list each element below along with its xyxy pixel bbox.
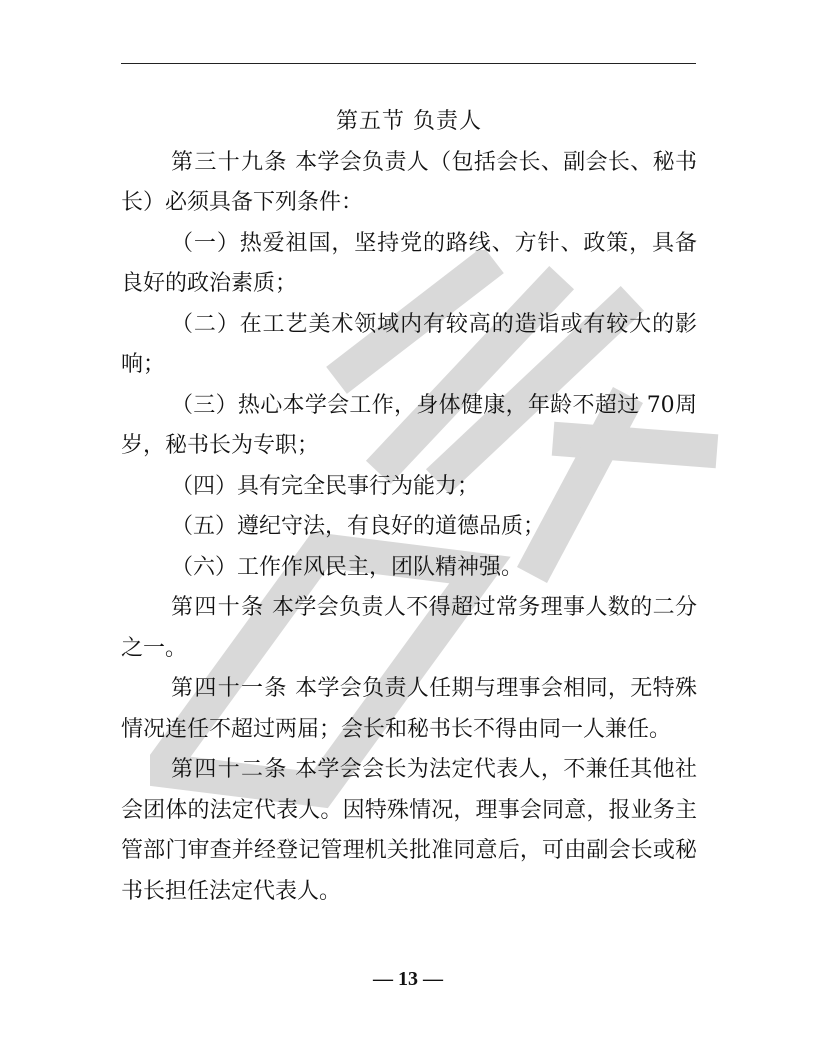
condition-item: （一）热爱祖国，坚持党的路线、方针、政策，具备良好的政治素质； bbox=[121, 230, 697, 296]
document-body bbox=[121, 102, 697, 912]
article-number: 第三十九条 bbox=[171, 149, 288, 175]
article-42 bbox=[121, 750, 697, 912]
article-text: 本学会负责人任期与理事会相同，无特殊情况连任不超过两届；会长和秘书长不得由同一人兼任。 bbox=[121, 676, 697, 742]
article-text: 本学会负责人不得超过常务理事人数的二分之一。 bbox=[121, 595, 697, 661]
condition-item: （五）遵纪守法，有良好的道德品质； bbox=[171, 514, 546, 539]
header-rule bbox=[121, 63, 696, 64]
article-41 bbox=[121, 669, 697, 750]
condition-item: （六）工作作风民主，团队精神强。 bbox=[171, 554, 524, 580]
article-text: 本学会负责人（包括会长、副会长、秘书长）必须具备下列条件： bbox=[121, 149, 697, 215]
article-40 bbox=[121, 588, 697, 669]
article-text: 本学会会长为法定代表人，不兼任其他社会团体的法定代表人。因特殊情况，理事会同意，报业务主管部门审查并经登记管理机关批准同意后，可由副会长或秘书长担任法定代表人。 bbox=[121, 757, 697, 904]
page-number: — 13 — bbox=[373, 968, 443, 990]
condition-item: （三）热心本学会工作，身体健康，年龄不超过 70周岁，秘书长为专职； bbox=[121, 392, 697, 458]
article-39 bbox=[121, 143, 697, 224]
section-title: 第五节 负责人 bbox=[336, 109, 482, 134]
condition-item: （四）具有完全民事行为能力； bbox=[171, 473, 480, 499]
condition-item: （二）在工艺美术领域内有较高的造诣或有较大的影响； bbox=[121, 311, 697, 377]
article-number: 第四十条 bbox=[171, 595, 265, 620]
article-number: 第四十二条 bbox=[171, 757, 288, 782]
article-number: 第四十一条 bbox=[171, 676, 288, 701]
